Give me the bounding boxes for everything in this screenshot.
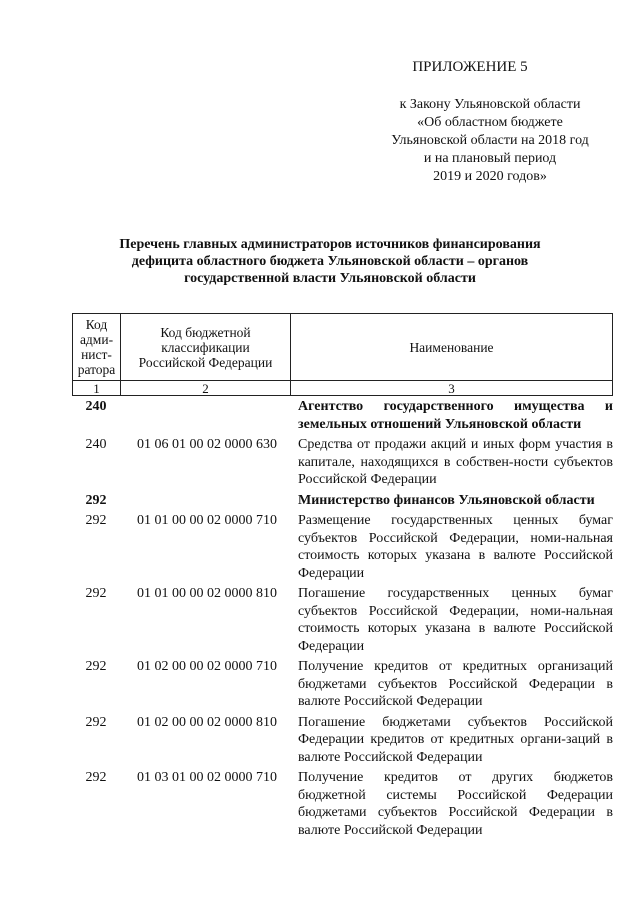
header-name: Наименование: [291, 314, 613, 381]
budget-code-cell: 01 02 00 00 02 0000 710: [137, 659, 277, 674]
table-row: [72, 398, 613, 436]
header-line: нист-: [81, 347, 112, 362]
admin-code-cell: 292: [85, 659, 107, 674]
budget-code-cell: [120, 398, 294, 436]
table-row: [72, 658, 613, 714]
document-title: [60, 236, 600, 287]
title-line: дефицита областного бюджета Ульяновской области – органов: [131, 254, 529, 269]
table-row: [72, 714, 613, 770]
table-row: [72, 512, 613, 585]
admin-code-cell: 240: [85, 399, 107, 414]
name-cell: Погашение государственных ценных бумаг субъектов Российской Федерации, номи-нальная стоимость которых указана в валюте Российской Федерации: [298, 586, 613, 654]
header-budget-code: [121, 314, 291, 381]
column-number: 1: [73, 381, 121, 396]
name-cell: Размещение государственных ценных бумаг субъектов Российской Федерации, номи-нальная стоимость которых указана в валюте Российской Федерации: [298, 513, 613, 581]
appendix-label: ПРИЛОЖЕНИЕ 5: [412, 59, 528, 75]
header-line: Код: [85, 317, 108, 332]
budget-code-cell: 01 02 00 00 02 0000 810: [137, 714, 277, 730]
budget-code-cell: 01 01 00 00 02 0000 710: [137, 513, 277, 528]
table-row: [72, 492, 613, 513]
law-line: 2019 и 2020 годов»: [433, 169, 547, 184]
budget-code-cell: [120, 492, 294, 513]
admin-code-cell: 292: [85, 770, 107, 785]
name-cell: Средства от продажи акций и иных форм участия в капитале, находящихся в собствен-ности субъектов Российской Федерации: [298, 437, 613, 487]
column-number: 2: [121, 381, 291, 396]
name-cell: Агентство государственного имущества и земельных отношений Ульяновской области: [298, 399, 613, 432]
admin-code-cell: 292: [85, 714, 107, 730]
name-cell: Погашение бюджетами субъектов Российской Федерации кредитов от кредитных органи-заций в валюте Российской Федерации: [298, 714, 613, 765]
header-line: классификации: [161, 339, 250, 355]
header-line: Код бюджетной: [160, 324, 251, 340]
budget-code-cell: 01 06 01 00 02 0000 630: [137, 437, 277, 452]
title-line: Перечень главных администраторов источников финансирования: [119, 237, 541, 252]
column-number: 3: [291, 381, 613, 396]
name-cell: Министерство финансов Ульяновской области: [298, 492, 595, 508]
admin-code-cell: 292: [85, 586, 107, 601]
budget-code-cell: 01 01 00 00 02 0000 810: [137, 586, 277, 601]
table-body: [72, 398, 613, 842]
name-cell: Получение кредитов от кредитных организаций бюджетами субъектов Российской Федерации в валюте Российской Федерации: [298, 659, 613, 709]
header-line: адми-: [79, 332, 114, 347]
law-line: к Закону Ульяновской области: [399, 97, 581, 112]
table-row: [72, 585, 613, 658]
header-admin-code: [73, 314, 121, 381]
admin-code-cell: 292: [85, 513, 107, 528]
table-row: [72, 436, 613, 492]
header-line: Российской Федерации: [138, 354, 273, 370]
law-reference: [370, 96, 610, 186]
title-line: государственной власти Ульяновской области: [184, 271, 476, 286]
header-line: ратора: [77, 362, 116, 377]
admin-code-cell: 240: [85, 437, 107, 452]
budget-code-cell: 01 03 01 00 02 0000 710: [137, 770, 277, 785]
admin-code-cell: 292: [85, 492, 107, 508]
law-line: «Об областном бюджете: [417, 115, 563, 130]
table-header: [72, 313, 613, 396]
name-cell: Получение кредитов от других бюджетов бюджетной системы Российской Федерации бюджетами субъектов Российской Федерации в валюте Российской Федерации: [298, 770, 613, 838]
law-line: Ульяновской области на 2018 год: [391, 133, 589, 148]
law-line: и на плановый период: [423, 151, 557, 166]
table-row: [72, 769, 613, 842]
